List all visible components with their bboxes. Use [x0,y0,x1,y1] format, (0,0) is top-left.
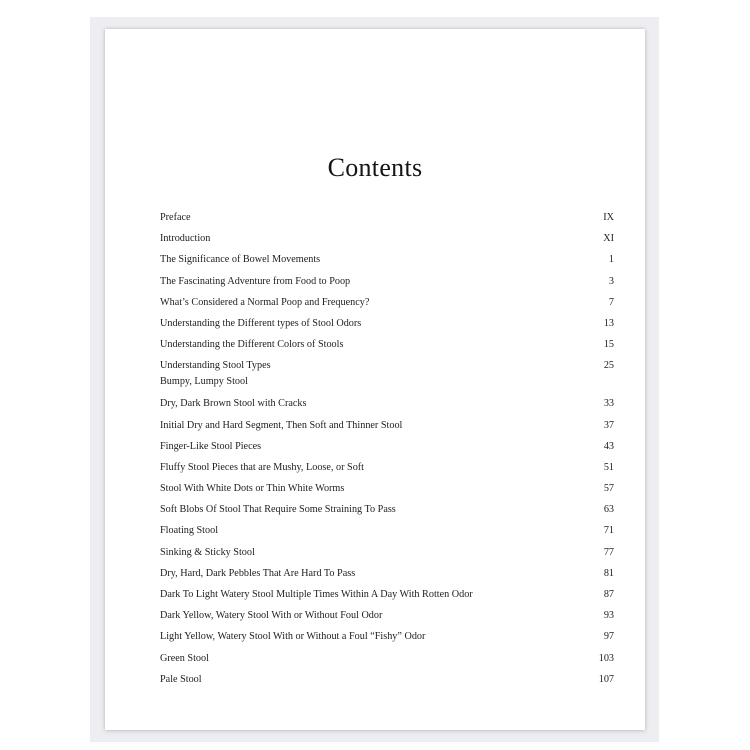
toc-entry-title: Soft Blobs Of Stool That Require Some Straining To Pass [160,504,396,516]
toc-entry [160,253,614,274]
toc-entry-page: 107 [598,673,614,685]
toc-entry-page: 77 [603,546,614,558]
toc-entry-title: Initial Dry and Hard Segment, Then Soft and Thinner Stool [160,419,403,431]
toc-entry-title: Understanding Stool Types [160,360,271,372]
toc-entry-title: Dark To Light Watery Stool Multiple Times Within A Day With Rotten Odor [160,589,473,600]
toc-entry [160,211,614,232]
toc-entry [160,317,614,338]
toc-entry [160,609,614,630]
toc-entry-title: Fluffy Stool Pieces that are Mushy, Loose, or Soft [160,461,365,473]
contents-title: Contents [327,153,423,182]
toc-entry-title: Sinking & Sticky Stool [160,546,255,558]
toc-entry-page: 63 [603,504,614,516]
toc-entry-title: Light Yellow, Watery Stool With or Without a Foul “Fishy” Odor [160,631,426,643]
toc-entry-title: Stool With White Dots or Thin White Worms [160,483,345,495]
toc-entry [160,275,614,296]
toc-entry [160,524,614,545]
toc-entry-title: Finger-Like Stool Pieces [160,440,262,452]
toc-entry-page: 103 [598,652,614,664]
toc-entry-title: Introduction [160,233,211,245]
table-of-contents [160,211,614,694]
toc-entry-page: 7 [608,296,614,308]
toc-entry [160,359,614,397]
toc-entry-title: What’s Considered a Normal Poop and Frequency? [160,296,370,308]
toc-entry-title: The Significance of Bowel Movements [160,254,321,266]
toc-entry [160,546,614,567]
toc-entry [160,461,614,482]
toc-entry [160,419,614,440]
toc-entry [160,503,614,524]
toc-entry-title: Dry, Dark Brown Stool with Cracks [160,398,307,410]
toc-entry-page: 13 [603,317,614,329]
toc-entry-title: Floating Stool [160,525,219,537]
toc-entry-title: Pale Stool [160,673,202,685]
toc-entry-title: The Fascinating Adventure from Food to Poop [160,275,351,287]
toc-entry [160,567,614,588]
toc-entry-page: 15 [603,339,614,351]
toc-entry-page: 93 [603,610,614,622]
toc-entry-page: 37 [603,419,614,431]
toc-entry-page: 33 [603,398,614,410]
toc-entry-title: Green Stool [160,652,209,664]
toc-entry-title: Preface [160,212,191,223]
toc-entry-page: 51 [603,461,614,473]
toc-entry-title: Understanding the Different Colors of Stools [160,339,344,351]
toc-entry-page: 1 [608,254,614,266]
toc-entry-page: 3 [608,275,614,287]
toc-entry-page: IX [603,212,614,223]
toc-entry [160,673,614,694]
book-page [105,29,645,730]
toc-entry [160,482,614,503]
toc-entry-title: Understanding the Different types of Stool Odors [160,317,362,329]
toc-entry-page: 97 [603,631,614,643]
toc-entry-page: 87 [603,589,614,600]
toc-entry-title: Dark Yellow, Watery Stool With or Without Foul Odor [160,610,383,622]
toc-entry-page: 71 [603,525,614,537]
toc-entry-page: XI [603,233,614,245]
toc-entry [160,440,614,461]
toc-entry-title: Dry, Hard, Dark Pebbles That Are Hard To Pass [160,567,356,579]
toc-entry [160,296,614,317]
toc-entry [160,630,614,651]
toc-entry-page: 43 [603,440,614,452]
toc-entry-page: 57 [603,483,614,495]
toc-entry [160,232,614,253]
toc-entry [160,338,614,359]
toc-entry-page: 81 [603,567,614,579]
toc-entry-subtitle: Bumpy, Lumpy Stool [160,376,248,388]
toc-entry [160,397,614,418]
toc-entry-page: 25 [603,360,614,372]
toc-entry [160,588,614,609]
toc-entry [160,652,614,673]
